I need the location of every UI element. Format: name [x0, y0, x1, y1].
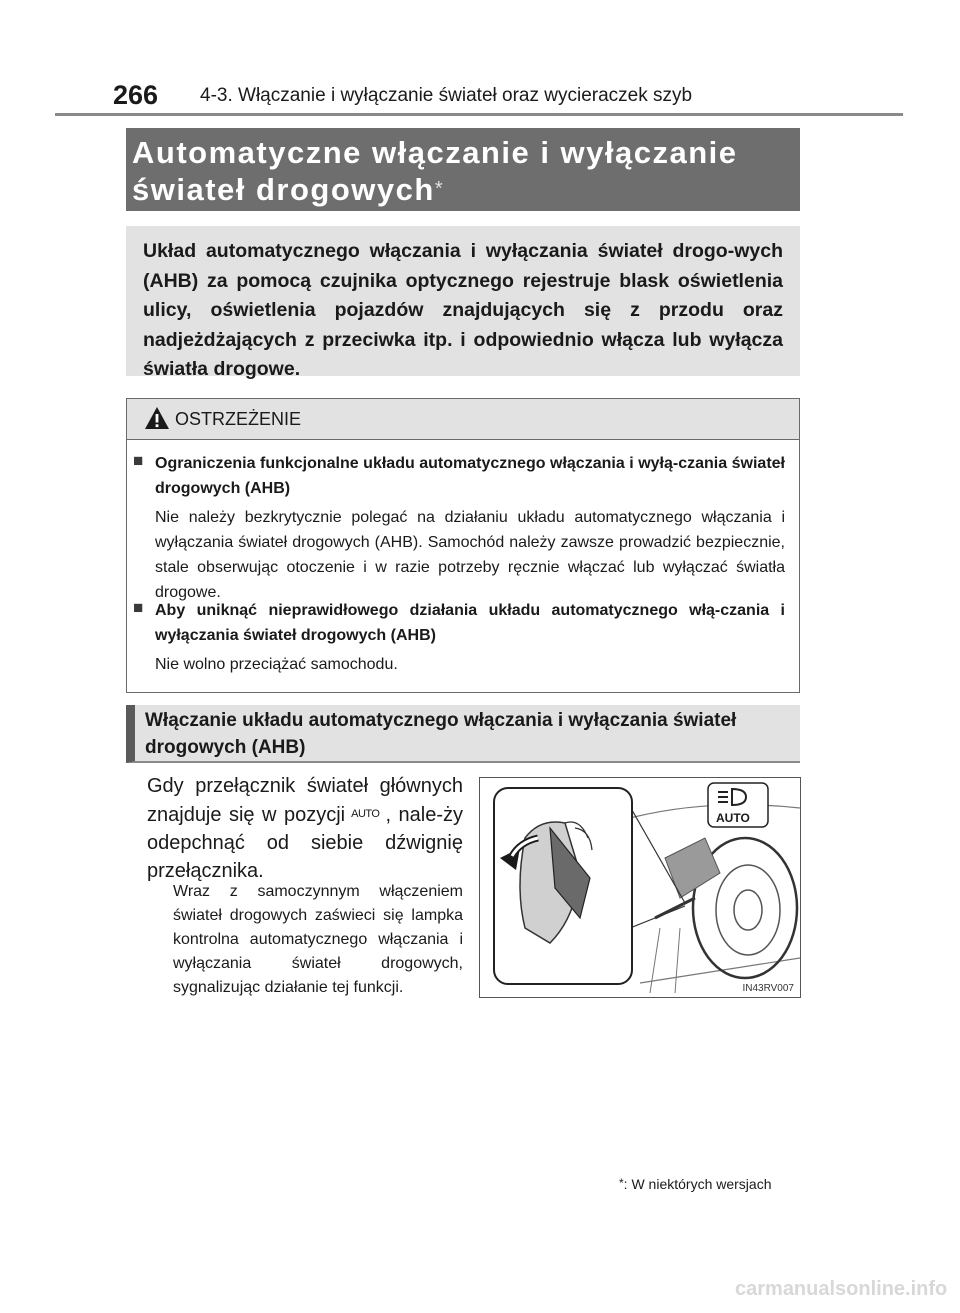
steering-column-drawing — [480, 778, 800, 997]
header-divider — [55, 113, 903, 116]
bullet-square-icon: ■ — [133, 451, 144, 470]
section-title-banner — [126, 128, 800, 211]
instruction-text — [147, 772, 463, 885]
title-line-2: świateł drogowych — [132, 172, 435, 207]
page-header — [113, 80, 903, 112]
title-line-1: Automatyczne włączanie i wyłączanie — [132, 135, 738, 170]
footnote — [619, 1176, 772, 1192]
warning-item-heading: Ograniczenia funkcjonalne układu automatycznego włączania i wyłą-czania świateł drogowych (AHB) — [155, 455, 785, 497]
asterisk-mark: * — [434, 178, 445, 200]
intro-text: Układ automatycznego włączania i wyłączania świateł drogo-wych (AHB) za pomocą czujnika optycznego rejestruje blask oświetlenia ulicy, oświetlenia pojazdów znajdujących się z przodu oraz nadjeżdżających z przeciwka itp. i odpowiednio włącza lub wyłącza światła drogowe. — [143, 240, 783, 380]
warning-header — [127, 399, 799, 440]
page-number: 266 — [113, 80, 159, 110]
warning-item-heading: Aby uniknąć nieprawidłowego działania układu automatycznego włą-czania i wyłączania świateł drogowych (AHB) — [155, 602, 785, 644]
page-title — [132, 134, 738, 208]
chapter-title: 4-3. Włączanie i wyłączanie świateł oraz wycieraczek szyb — [200, 85, 693, 106]
warning-item-text: Nie należy bezkrytycznie polegać na działaniu układu automatycznego włączania i wyłączania świateł drogowych (AHB). Samochód należy zawsze prowadzić bezpiecznie, stale obserwując otoczenie i w razie potrzeby ręcznie włączać lub wyłączać światła drogowe. — [155, 509, 785, 601]
asterisk-mark: * — [619, 1176, 624, 1190]
warning-box — [126, 398, 800, 693]
watermark: carmanualsonline.info — [735, 1278, 948, 1300]
instruction-text-before: Gdy przełącznik świateł głównych znajduje się w pozycji — [147, 775, 463, 826]
auto-label: AUTO — [716, 811, 750, 825]
figure-code: IN43RV007 — [742, 983, 794, 994]
instruction-text-after: , nale-ży odepchnąć od siebie dźwignię przełącznika. — [147, 804, 463, 882]
footnote-text: : W niektórych wersjach — [623, 1176, 772, 1192]
subsection-title: Włączanie układu automatycznego włączania i wyłączania świateł drogowych (AHB) — [145, 710, 737, 758]
lever-illustration — [479, 777, 801, 998]
warning-triangle-icon — [144, 406, 170, 430]
instruction-note: Wraz z samoczynnym włączeniem świateł drogowych zaświeci się lampka kontrolna automatycznego włączania i wyłączania świateł drogowych, sygnalizując działanie tej funkcji. — [173, 883, 463, 996]
auto-symbol-icon: AUTO — [351, 808, 380, 820]
warning-title: OSTRZEŻENIE — [175, 409, 302, 429]
subsection-heading — [126, 705, 800, 763]
warning-item-text: Nie wolno przeciążać samochodu. — [155, 656, 398, 673]
intro-summary — [126, 226, 800, 380]
bullet-square-icon: ■ — [133, 598, 144, 617]
